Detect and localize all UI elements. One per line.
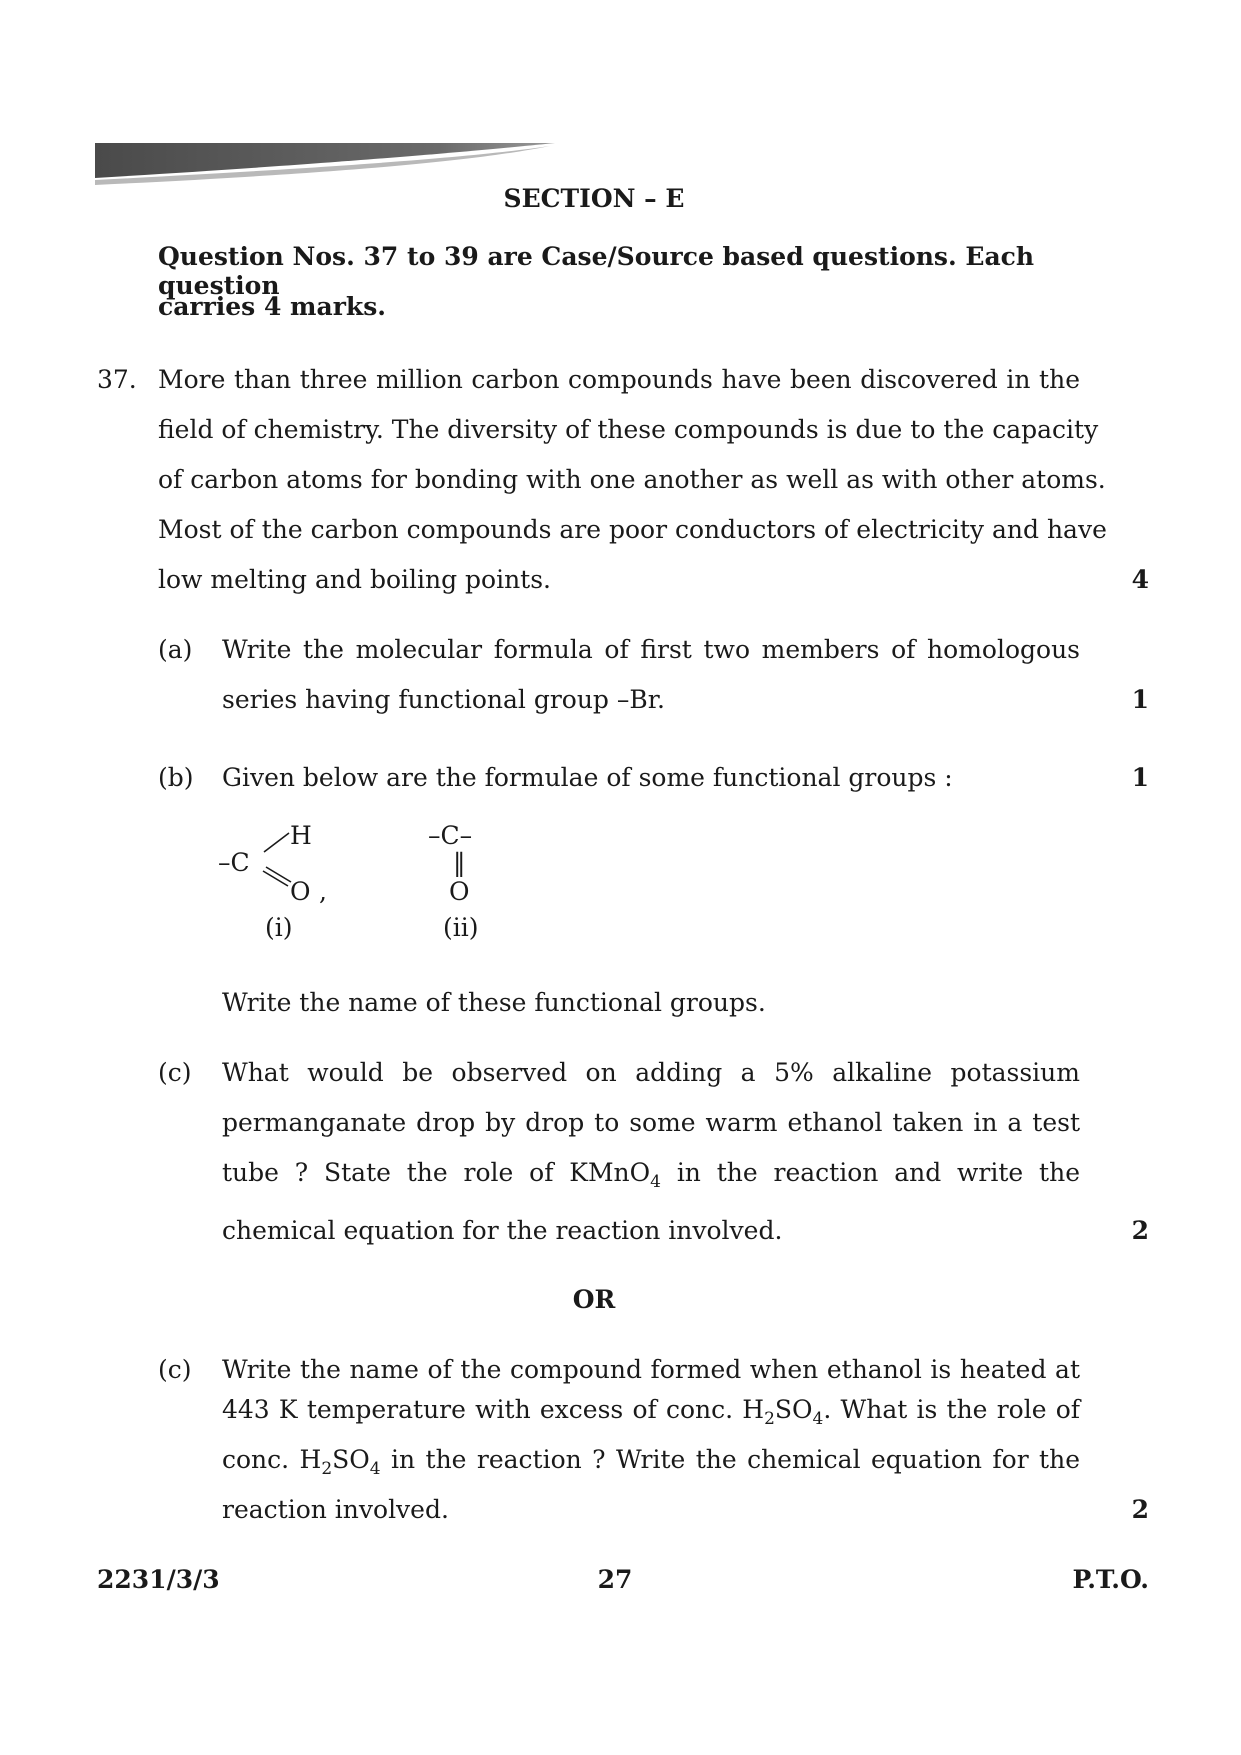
passage-line-3: of carbon atoms for bonding with one another as well as with other atoms. [158, 465, 1106, 494]
functional-group-i [215, 821, 335, 945]
or-divider: OR [572, 1285, 616, 1314]
part-c-alt-line-2: 443 K temperature with excess of conc. $H_2SO_4$. What is the role of [222, 1395, 1081, 1429]
passage-line-4: Most of the carbon compounds are poor conductors of electricity and have [158, 515, 1107, 544]
functional-group-ii [420, 821, 520, 945]
part-b-instruction: Write the name of these functional groups. [222, 988, 766, 1017]
group-i-label: (i) [265, 913, 293, 942]
section-banner [95, 143, 555, 185]
part-c-line-1: What would be observed on adding a 5% alkaline potassium [222, 1058, 1080, 1087]
group-i-hydrogen: H [290, 821, 312, 850]
paper-code: 2231/3/3 [97, 1565, 220, 1594]
marks-part-c-alt: 2 [1131, 1495, 1149, 1524]
group-ii-oxygen: O [449, 877, 470, 906]
part-c-line-4: chemical equation for the reaction involved. [222, 1216, 783, 1245]
part-c-alt-line-1: Write the name of the compound formed when ethanol is heated at [222, 1355, 1080, 1384]
part-c-alt-line-4: reaction involved. [222, 1495, 449, 1524]
passage-line-5: low melting and boiling points. [158, 565, 552, 594]
part-b-label: (b) [158, 763, 194, 792]
group-ii-label: (ii) [443, 913, 479, 942]
group-i-oxygen: O [290, 877, 311, 906]
instruction-line-1: Question Nos. 37 to 39 are Case/Source based questions. Each question [158, 242, 1035, 300]
part-c-line-3: tube ? State the role of KMnO$_4$ in the reaction and write the [222, 1158, 1080, 1192]
marks-passage: 4 [1131, 565, 1149, 594]
part-a-label: (a) [158, 635, 193, 664]
group-i-bonds [260, 830, 296, 898]
question-number: 37. [97, 365, 137, 394]
group-ii-double-bond: ‖ [453, 848, 466, 877]
part-c-alt-label: (c) [158, 1355, 192, 1384]
part-c-alt-line-3: conc. $H_2SO_4$ in the reaction ? Write the chemical equation for the [222, 1445, 1080, 1479]
section-title: SECTION – E [503, 184, 685, 213]
marks-part-b: 1 [1131, 763, 1149, 792]
part-a-line-1: Write the molecular formula of first two members of homologous [222, 635, 1080, 664]
group-i-carbon: –C [218, 848, 250, 877]
instruction-line-2: carries 4 marks. [158, 292, 386, 321]
passage-line-2: field of chemistry. The diversity of these compounds is due to the capacity [158, 415, 1099, 444]
part-a-line-2: series having functional group –Br. [222, 685, 665, 714]
marks-part-a: 1 [1131, 685, 1149, 714]
page-number: 27 [597, 1565, 633, 1594]
marks-part-c: 2 [1131, 1216, 1149, 1245]
part-c-line-2: permanganate drop by drop to some warm ethanol taken in a test [222, 1108, 1080, 1137]
group-ii-carbon: –C– [428, 821, 473, 850]
passage-line-1: More than three million carbon compounds have been discovered in the [158, 365, 1080, 394]
pto-label: P.T.O. [1072, 1565, 1149, 1594]
part-c-label: (c) [158, 1058, 192, 1087]
group-i-comma: , [319, 877, 327, 906]
part-b-line: Given below are the formulae of some functional groups : [222, 763, 953, 792]
